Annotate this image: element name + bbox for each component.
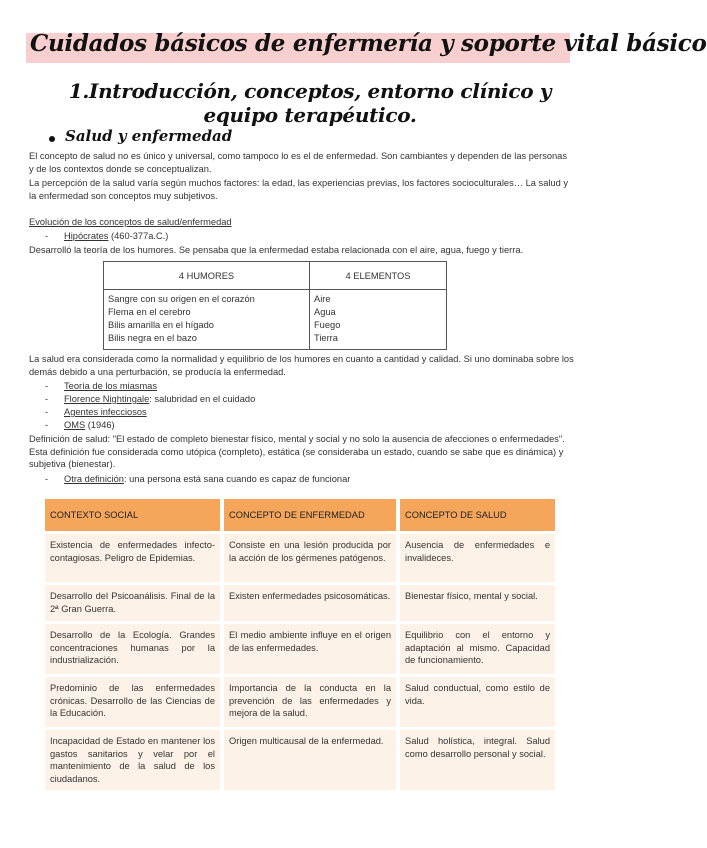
section-title: 1.Introducción, conceptos, entorno clínico y equipo terapéutico.	[68, 79, 552, 127]
table-cell: El medio ambiente influye en el origen de las enfermedades.	[220, 624, 396, 677]
list-item-hippocrates: Hipócrates (460-377a.C.)	[64, 231, 169, 241]
table-cell: Desarrollo de la Ecología. Grandes concentraciones humanas por la industrialización.	[45, 624, 220, 677]
list-item-oms: OMS (1946)	[64, 420, 115, 430]
table-row	[45, 585, 555, 624]
column-header: CONTEXTO SOCIAL	[45, 499, 220, 534]
paragraph-definition: Definición de salud: "El estado de completo bienestar físico, mental y social y no solo la ausencia de afecciones o enfermedades". Esta definición fue considerada como utópica (completo), estática (se consideraba un estado, cuando se sabe que es dinámica) y subjetiva (bienestar).	[29, 434, 565, 470]
table-cell: Salud conductual, como estilo de vida.	[396, 677, 555, 730]
dash-marker: -	[45, 420, 49, 430]
dash-marker: -	[45, 381, 49, 391]
list-item-miasmas: Teoría de los miasmas	[64, 381, 158, 391]
table-cell: Origen multicausal de la enfermedad.	[220, 730, 396, 793]
table-cell: Consiste en una lesión producida por la acción de los gérmenes patógenos.	[220, 534, 396, 585]
paragraph-concept: El concepto de salud no es único y universal, como tampoco lo es el de enfermedad. Son cambiantes y dependen de las personas y de los contextos donde se conceptualizan.	[29, 151, 568, 174]
list-item-other-definition: Otra definición: una persona está sana cuando es capaz de funcionar	[64, 474, 351, 484]
table-cell: Existen enfermedades psicosomáticas.	[220, 585, 396, 624]
table-cell: Desarrollo del Psicoanálisis. Final de la 2ª Gran Guerra.	[45, 585, 220, 624]
subsection-heading: Salud y enfermedad	[65, 127, 233, 145]
column-header: CONCEPTO DE SALUD	[396, 499, 555, 534]
humors-header: 4 HUMORES	[104, 262, 310, 290]
table-cell: Incapacidad de Estado en mantener los gastos sanitarios y velar por el mantenimiento de la salud de los ciudadanos.	[45, 730, 220, 793]
table-row	[45, 534, 555, 585]
humors-intro: Desarrolló la teoría de los humores. Se pensaba que la enfermedad estaba relacionada con el aire, agua, fuego y tierra.	[29, 245, 524, 255]
dash-marker: -	[45, 407, 49, 417]
dash-marker: -	[45, 394, 49, 404]
table-cell: Predominio de las enfermedades crónicas. Desarrollo de las Ciencias de la Educación.	[45, 677, 220, 730]
table-cell: Existencia de enfermedades infecto-contagiosas. Peligro de Epidemias.	[45, 534, 220, 585]
table-cell: Bienestar físico, mental y social.	[396, 585, 555, 624]
dash-marker: -	[45, 474, 49, 484]
dash-marker: -	[45, 231, 49, 241]
paragraph-perception: La percepción de la salud varía según muchos factores: la edad, las experiencias previas, los factores socioculturales… La salud y la enfermedad son conceptos muy subjetivos.	[29, 178, 568, 201]
list-item-nightingale: Florence Nightingale: salubridad en el cuidado	[64, 394, 256, 404]
table-cell: Ausencia de enfermedades e invalideces.	[396, 534, 555, 585]
table-cell: Equilibrio con el entorno y adaptación al mismo. Capacidad de funcionamiento.	[396, 624, 555, 677]
elements-cell: Aire Agua Fuego Tierra	[310, 290, 447, 350]
evolution-heading: Evolución de los conceptos de salud/enfermedad	[29, 217, 232, 227]
column-header: CONCEPTO DE ENFERMEDAD	[220, 499, 396, 534]
table-row	[45, 624, 555, 677]
list-item-agents: Agentes infecciosos	[64, 407, 147, 417]
paragraph-humors-balance: La salud era considerada como la normalidad y equilibrio de los humores en cuanto a cantidad y calidad. Si uno dominaba sobre los demás debido a una perturbación, se producía la enfermedad.	[29, 354, 574, 377]
bullet-dot-icon	[49, 136, 55, 142]
elements-header: 4 ELEMENTOS	[310, 262, 447, 290]
table-cell: Importancia de la conducta en la prevención de las enfermedades y mejora de la salud.	[220, 677, 396, 730]
table-row	[45, 677, 555, 730]
humors-table	[103, 261, 447, 350]
health-concepts-table	[45, 499, 555, 793]
table-cell: Salud holística, integral. Salud como desarrollo personal y social.	[396, 730, 555, 793]
page-title: Cuidados básicos de enfermería y soporte vital básico	[30, 30, 707, 57]
humors-cell: Sangre con su origen en el corazón Flema en el cerebro Bilis amarilla en el hígado Bilis negra en el bazo	[104, 290, 310, 350]
table-row	[45, 730, 555, 793]
